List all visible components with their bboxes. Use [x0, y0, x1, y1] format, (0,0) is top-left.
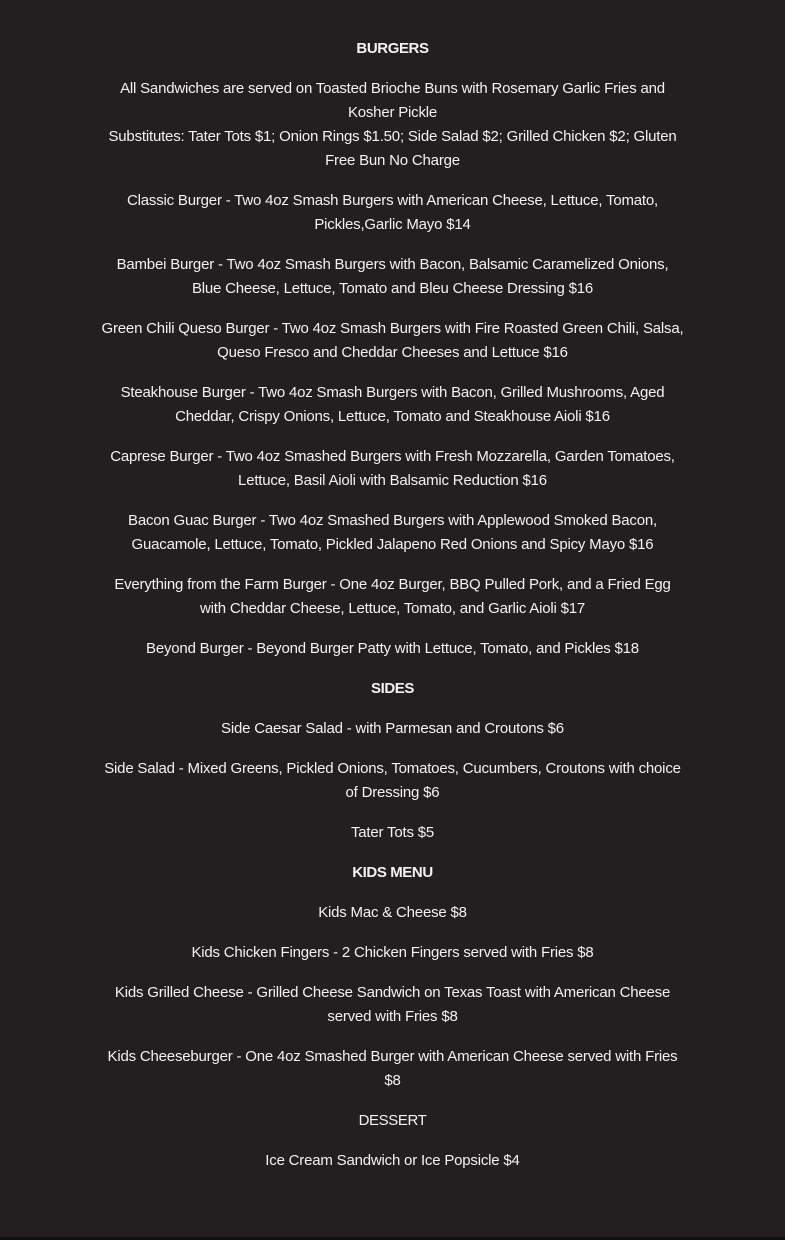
burgers-intro-serving-note: All Sandwiches are served on Toasted Brioche Buns with Rosemary Garlic Fries and Kosher Pickle — [120, 80, 665, 121]
menu-item-bacon-guac-burger: Bacon Guac Burger - Two 4oz Smashed Burgers with Applewood Smoked Bacon, Guacamole, Lettuce, Tomato, Pickled Jalapeno Red Onions and Spicy Mayo $16 — [128, 512, 657, 553]
menu-item-beyond-burger: Beyond Burger - Beyond Burger Patty with Lettuce, Tomato, and Pickles $18 — [146, 640, 639, 657]
menu-item-kids-chicken-fingers: Kids Chicken Fingers - 2 Chicken Fingers served with Fries $8 — [191, 944, 594, 961]
menu-item-ice-cream-sandwich: Ice Cream Sandwich or Ice Popsicle $4 — [265, 1152, 520, 1169]
menu-item-green-chili-queso-burger: Green Chili Queso Burger - Two 4oz Smash Burgers with Fire Roasted Green Chili, Salsa, Queso Fresco and Cheddar Cheeses and Lettuce $16 — [101, 320, 684, 361]
menu-item-farm-burger: Everything from the Farm Burger - One 4oz Burger, BBQ Pulled Pork, and a Fried Egg with Cheddar Cheese, Lettuce, Tomato, and Garlic Aioli $17 — [114, 576, 671, 617]
burgers-intro-substitutes-note: Substitutes: Tater Tots $1; Onion Rings $1.50; Side Salad $2; Grilled Chicken $2; Gluten Free Bun No Charge — [108, 128, 677, 169]
menu-item-steakhouse-burger: Steakhouse Burger - Two 4oz Smash Burgers with Bacon, Grilled Mushrooms, Aged Cheddar, Crispy Onions, Lettuce, Tomato and Steakhouse Aioli $16 — [120, 384, 665, 425]
menu-item-kids-mac-cheese: Kids Mac & Cheese $8 — [318, 904, 467, 921]
menu-item-side-salad: Side Salad - Mixed Greens, Pickled Onions, Tomatoes, Cucumbers, Croutons with choice of Dressing $6 — [104, 760, 681, 801]
section-heading-sides: SIDES — [370, 680, 414, 697]
menu-item-side-caesar-salad: Side Caesar Salad - with Parmesan and Croutons $6 — [221, 720, 564, 737]
section-heading-dessert: DESSERT — [358, 1112, 427, 1129]
menu-item-classic-burger: Classic Burger - Two 4oz Smash Burgers with American Cheese, Lettuce, Tomato, Pickles,Garlic Mayo $14 — [127, 192, 658, 233]
menu-item-bambei-burger: Bambei Burger - Two 4oz Smash Burgers with Bacon, Balsamic Caramelized Onions, Blue Cheese, Lettuce, Tomato and Bleu Cheese Dressing $16 — [116, 256, 669, 297]
burgers-intro — [100, 77, 685, 173]
menu-item-caprese-burger: Caprese Burger - Two 4oz Smashed Burgers with Fresh Mozzarella, Garden Tomatoes, Lettuce, Basil Aioli with Balsamic Reduction $16 — [110, 448, 675, 489]
menu-item-kids-cheeseburger: Kids Cheeseburger - One 4oz Smashed Burger with American Cheese served with Fries $8 — [107, 1048, 678, 1089]
section-heading-burgers: BURGERS — [356, 40, 429, 57]
menu-item-kids-grilled-cheese: Kids Grilled Cheese - Grilled Cheese Sandwich on Texas Toast with American Cheese served with Fries $8 — [114, 984, 671, 1025]
menu-content — [100, 37, 685, 1189]
menu-item-tater-tots: Tater Tots $5 — [350, 824, 434, 841]
section-heading-kids-menu: KIDS MENU — [352, 864, 433, 881]
